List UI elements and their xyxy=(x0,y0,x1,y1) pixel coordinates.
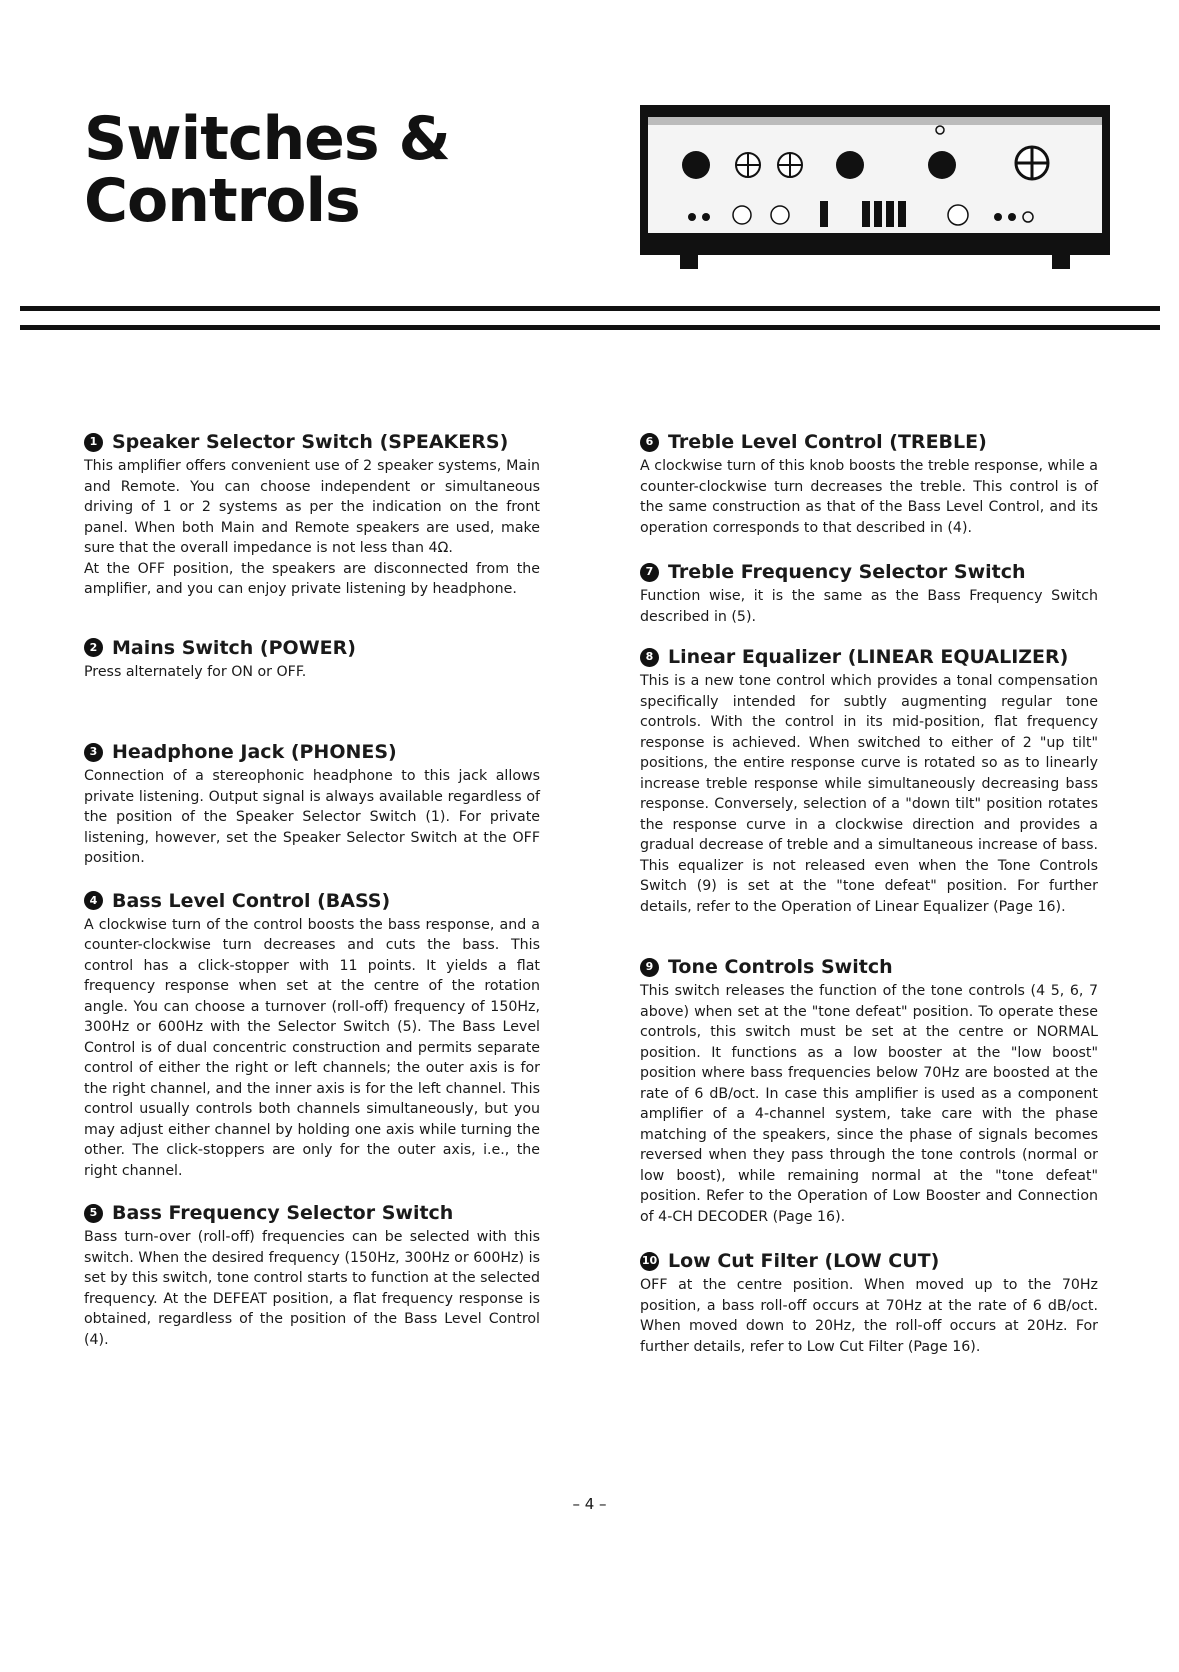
header-rule-top xyxy=(20,306,1160,311)
section-heading xyxy=(640,430,1098,454)
section-treble-frequency-selector xyxy=(640,560,1098,627)
section-title: Tone Controls Switch xyxy=(668,956,893,978)
section-body: This amplifier offers convenient use of 2 speaker systems, Main and Remote. You can choose independent or simultaneous driving of 1 or 2 systems as per the indication on the front panel. When both Main and Remote speakers are used, make sure that the overall impedance is not less than 4Ω. xyxy=(84,458,540,556)
section-title: Bass Level Control (BASS) xyxy=(112,889,391,912)
section-body: A clockwise turn of this knob boosts the treble response, while a counter-clockwise turn decreases the treble. This control is of the same construction as that of the Bass Level Control, and its operation corresponds to that described in (4). xyxy=(640,458,1098,536)
section-body: This switch releases the function of the tone controls (4 5, 6, 7 above) when set at the "tone defeat" position. To operate these controls, this switch must be set at the centre or NORMAL position. It functions as a low booster at the "low boost" position where bass frequencies below 70Hz are boosted at the rate of 6 dB/oct. In case this amplifier is used as a component amplifier of a 4-channel system, take care with the phase matching of the speakers, since the phase of signals becomes reversed when they pass through the tone controls (normal or low boost), while remaining normal at the "tone defeat" position. Refer to the Operation of Low Booster and Connection of 4-CH DECODER (Page 16). xyxy=(640,983,1098,1225)
section-number-badge: 7 xyxy=(640,563,659,582)
section-heading xyxy=(84,1201,540,1225)
section-speaker-selector xyxy=(84,430,540,600)
section-headphone-jack xyxy=(84,740,540,869)
section-number-badge: 5 xyxy=(84,1204,103,1223)
amplifier-front-panel-illustration xyxy=(640,105,1110,273)
page-number: – 4 – xyxy=(572,1495,607,1513)
section-heading xyxy=(640,955,1098,979)
section-treble-level xyxy=(640,430,1098,538)
section-bass-frequency-selector xyxy=(84,1201,540,1350)
section-linear-equalizer xyxy=(640,645,1098,917)
section-heading xyxy=(84,740,540,764)
section-body: A clockwise turn of the control boosts the bass response, and a counter-clockwise turn decreases and cuts the bass. This control has a click-stopper with 11 points. It yields a flat frequency response when set at the centre of the rotation angle. You can choose a turnover (roll-off) frequency of 150Hz, 300Hz or 600Hz with the Selector Switch (5). The Bass Level Control is of dual concentric construction and permits separate control of either the right or left channels; the outer axis is for the right channel, and the inner axis is for the left channel. This control usually controls both channels simultaneously, but you may adjust either channel by holding one axis while turning the other. The click-stoppers are only for the outer axis, i.e., the right channel. xyxy=(84,916,540,1179)
section-number-badge: 6 xyxy=(640,433,659,452)
section-heading xyxy=(84,636,540,660)
section-body: This is a new tone control which provides a tonal compensation specifically intended for subtly augmenting regular tone controls. With the control in its mid-position, flat frequency response is achieved. When switched to either of 2 "up tilt" positions, the entire response curve is rotated so as to linearly increase treble response while simultaneously decreasing bass response. Conversely, selection of a "down tilt" position rotates the response curve in a clockwise direction and provides a gradual decrease of treble and a simultaneous increase of bass. This equalizer is not released even when the Tone Controls Switch (9) is set at the "tone defeat" position. For further details, refer to the Operation of Linear Equalizer (Page 16). xyxy=(640,673,1098,915)
section-number-badge: 3 xyxy=(84,743,103,762)
section-title: Bass Frequency Selector Switch xyxy=(112,1202,454,1224)
section-number-badge: 2 xyxy=(84,638,103,657)
section-mains-switch xyxy=(84,636,540,683)
section-title: Mains Switch (POWER) xyxy=(112,636,356,659)
page-title-line-1: Switches & xyxy=(84,104,450,174)
left-column xyxy=(84,430,540,1350)
section-title: Linear Equalizer (LINEAR EQUALIZER) xyxy=(668,646,1069,668)
section-heading xyxy=(640,1249,1098,1273)
section-title: Speaker Selector Switch (SPEAKERS) xyxy=(112,431,509,453)
section-title: Treble Frequency Selector Switch xyxy=(668,561,1026,583)
section-heading xyxy=(640,560,1098,584)
section-heading xyxy=(84,889,540,913)
section-body: Bass turn-over (roll-off) frequencies can be selected with this switch. When the desired frequency (150Hz, 300Hz or 600Hz) is set by this switch, tone control starts to function at the selected frequency. At the DEFEAT position, a flat frequency response is obtained, regardless of the position of the Bass Level Control (4). xyxy=(84,1229,540,1348)
section-bass-level xyxy=(84,889,540,1182)
page-title-line-2: Controls xyxy=(84,166,360,236)
section-body: Press alternately for ON or OFF. xyxy=(84,663,307,680)
section-title: Headphone Jack (PHONES) xyxy=(112,741,397,763)
section-low-cut-filter xyxy=(640,1249,1098,1357)
section-number-badge: 1 xyxy=(84,433,103,452)
section-body: At the OFF position, the speakers are disconnected from the amplifier, and you can enjoy private listening by headphone. xyxy=(84,560,540,597)
section-body: Function wise, it is the same as the Bass Frequency Switch described in (5). xyxy=(640,588,1098,625)
section-body: OFF at the centre position. When moved up to the 70Hz position, a bass roll-off occurs at 70Hz at the rate of 6 dB/oct. When moved down to 20Hz, the roll-off occurs at 20Hz. For further details, refer to Low Cut Filter (Page 16). xyxy=(640,1277,1098,1355)
section-number-badge: 9 xyxy=(640,958,659,977)
section-number-badge: 8 xyxy=(640,648,659,667)
section-number-badge: 4 xyxy=(84,891,103,910)
section-number-badge: 10 xyxy=(640,1252,659,1271)
section-tone-controls-switch xyxy=(640,955,1098,1227)
page-title xyxy=(84,104,450,236)
section-title: Treble Level Control (TREBLE) xyxy=(668,431,987,453)
right-column xyxy=(640,430,1098,1357)
section-title: Low Cut Filter (LOW CUT) xyxy=(668,1250,940,1272)
header-rule-bottom xyxy=(20,325,1160,330)
section-heading xyxy=(84,430,540,454)
section-heading xyxy=(640,645,1098,669)
section-body: Connection of a stereophonic headphone to this jack allows private listening. Output signal is always available regardless of the position of the Speaker Selector Switch (1). For private listening, however, set the Speaker Selector Switch at the OFF position. xyxy=(84,768,540,866)
